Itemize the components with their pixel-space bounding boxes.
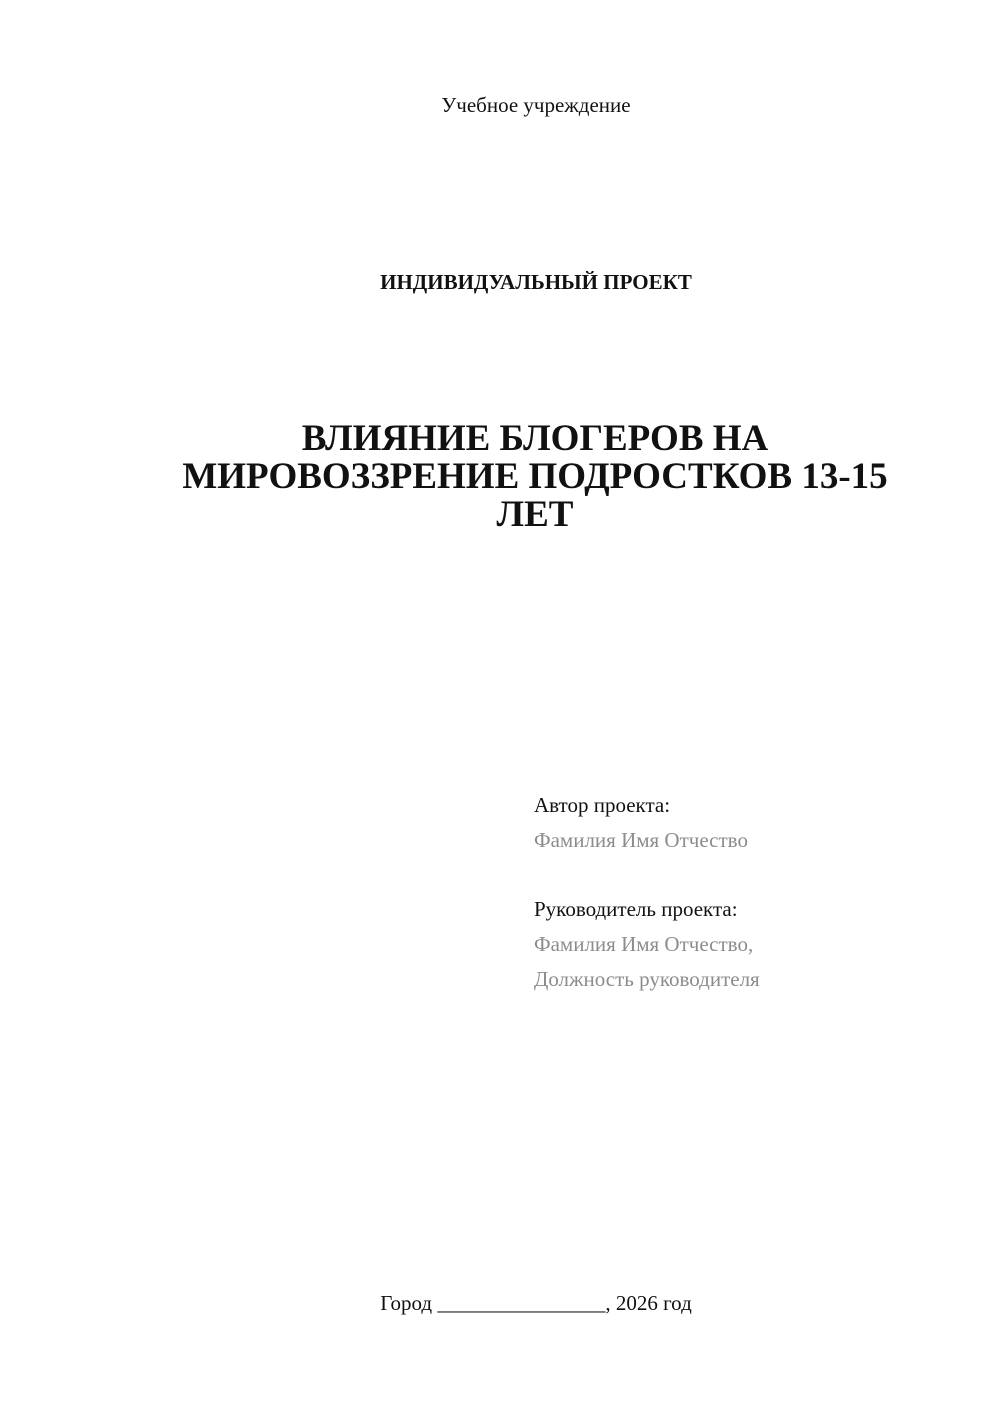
credits-block [534,788,974,997]
institution-name: Учебное учреждение [441,93,631,117]
city-blank-line: ________________ [437,1291,606,1315]
city-label: Город [380,1291,433,1315]
footer-city-year [0,1289,1000,1317]
credits-spacer [534,858,974,892]
project-type-heading: ИНДИВИДУАЛЬНЫЙ ПРОЕКТ [380,270,692,294]
project-title-line: ВЛИЯНИЕ БЛОГЕРОВ НА [301,418,769,459]
author-label: Автор проекта: [534,793,671,817]
author-name-placeholder: Фамилия Имя Отчество [534,828,748,852]
project-title-line: ЛЕТ [496,494,574,535]
project-title-line: МИРОВОЗЗРЕНИЕ ПОДРОСТКОВ 13-15 [182,456,888,497]
supervisor-label: Руководитель проекта: [534,897,738,921]
supervisor-name-placeholder: Фамилия Имя Отчество, [534,932,754,956]
project-title [110,420,960,534]
supervisor-position-placeholder: Должность руководителя [534,967,760,991]
year-text: , 2026 год [605,1291,692,1315]
